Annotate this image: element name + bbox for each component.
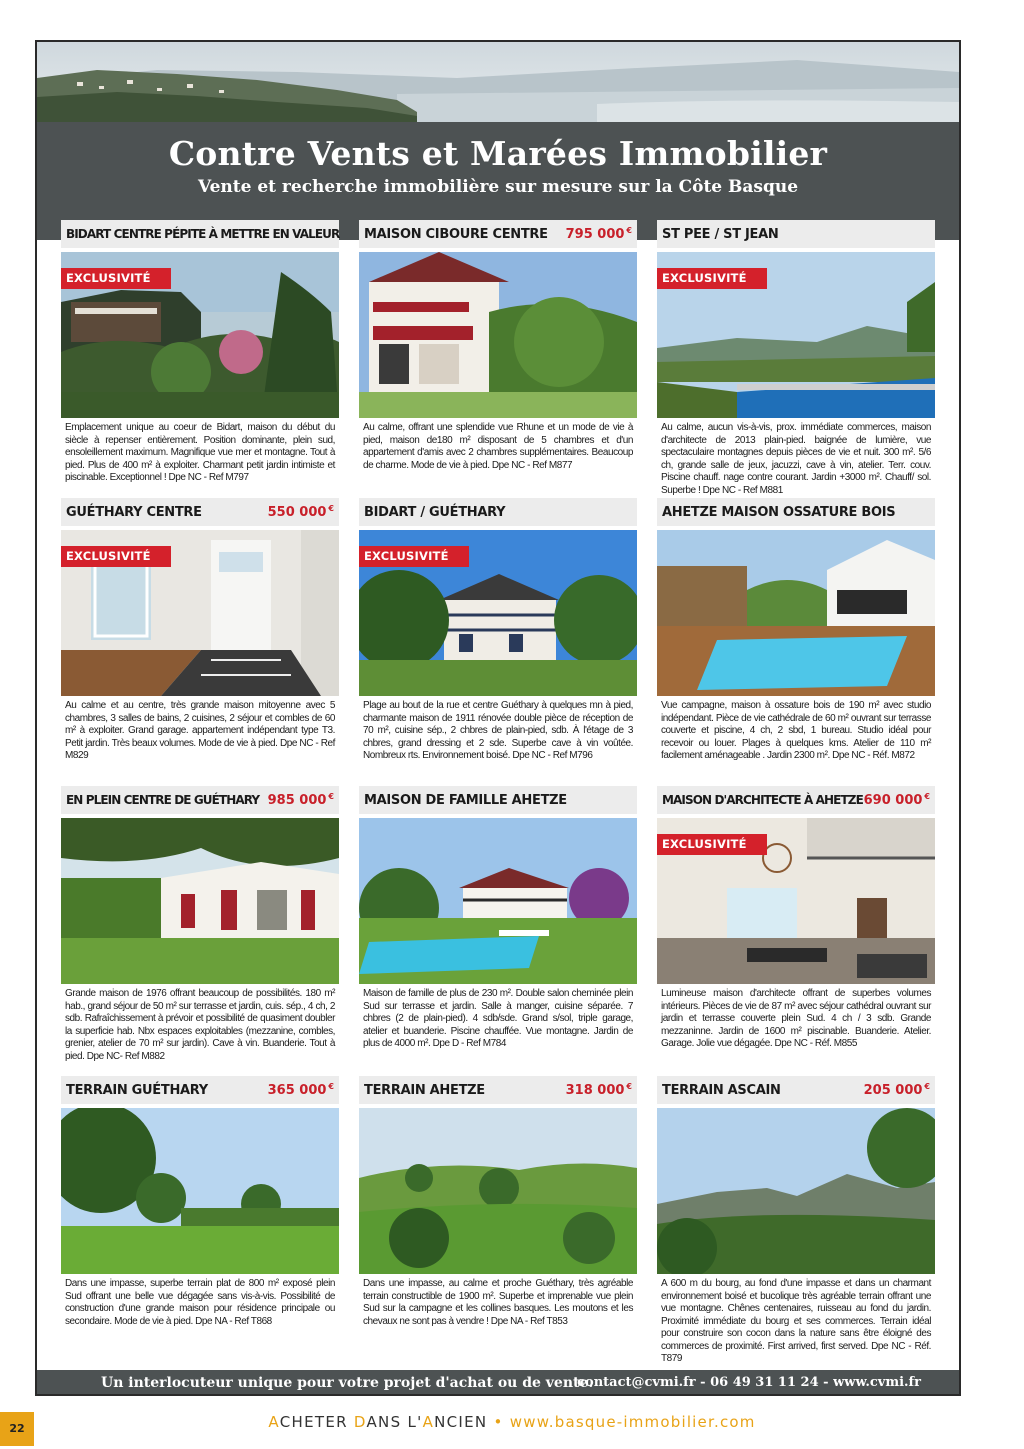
- listing-price: 795 000 €: [565, 226, 632, 242]
- listing-title: MAISON CIBOURE CENTRE: [364, 226, 548, 242]
- listing-title: ST PEE / ST JEAN: [662, 226, 779, 242]
- listing-card-maison-famille-ahetze[interactable]: [359, 786, 637, 1066]
- listing-price: 985 000 €: [267, 792, 334, 808]
- listing-title: MAISON D'ARCHITECTE À AHETZE: [662, 793, 863, 807]
- countryside-hills-photo: [359, 1108, 637, 1274]
- listing-description: Lumineuse maison d'architecte offrant de superbes volumes intérieurs. Pièces de vie de 87 m² avec séjour cathédral ouvrant sur jardin et terrasse couverte plein Sud. 4 ch / 3 sdb. Grande mezzaninne. Jardin de 1600 m² piscinable. Buanderie. Atelier. Garage. Jolie vue dégagée. Dpe NC - Réf. M855: [661, 988, 931, 1049]
- exclusivity-badge: EXCLUSIVITÉ: [61, 546, 171, 567]
- listing-description: Dans une impasse, au calme et proche Guéthary, très agréable terrain constructible de 1900 m². Superbe et imprenable vue plein Sud sur la campagne et les collines basques. Les moutons et les chevaux ne sont pas à vendre ! Dpe NA - Ref T853: [363, 1278, 633, 1327]
- timbered-villa-photo: [359, 530, 637, 696]
- page-frame: [35, 40, 961, 1396]
- listing-price: 690 000 €: [863, 792, 930, 808]
- listing-card-maison-ciboure[interactable]: [359, 220, 637, 500]
- listing-title: BIDART CENTRE PÉPITE À METTRE EN VALEUR: [66, 227, 340, 241]
- contact-slogan: Un interlocuteur unique pour votre projet d'achat ou de vente.: [101, 1375, 594, 1391]
- listing-card-bidart-centre[interactable]: [61, 220, 339, 500]
- listing-header: [359, 220, 637, 248]
- exclusivity-badge: EXCLUSIVITÉ: [657, 834, 767, 855]
- listing-price: 318 000 €: [565, 1082, 632, 1098]
- house-garden-sea-view-photo: [61, 252, 339, 418]
- listing-description: Au calme et au centre, très grande maison mitoyenne avec 5 chambres, 3 salles de bains, 2 cuisines, 2 séjour et combles de 60 m² à exploiter. Grand garage. appartement indépendant type T3. Petit jardin. Très beaux volumes. Mode de vie à pied. Dpe NC - Ref M829: [65, 700, 335, 761]
- listing-card-st-pee-st-jean[interactable]: [657, 220, 935, 500]
- listing-description: Grande maison de 1976 offrant beaucoup de possibilités. 180 m² hab., grand séjour de 50 m² sur terrasse et jardin, cuis. sép., 4 ch, 2 sdb. Rafraîchissement à prévoir et possibilité de quasiment doubler la superficie hab. Nbx espaces exploitables (mezzanine, combles, grenier, atelier de 70 m² sur jardin). Cave à vin. Buanderie. Tout à pied. Dpe NC- Ref M882: [65, 988, 335, 1062]
- contact-details[interactable]: contact@cvmi.fr - 06 49 31 11 24 - www.cvmi.fr: [577, 1375, 921, 1390]
- listing-title: GUÉTHARY CENTRE: [66, 504, 202, 520]
- mountain-woodland-photo: [657, 1108, 935, 1274]
- coastline-banner-image: [37, 42, 959, 122]
- listing-header: [359, 498, 637, 526]
- listing-description: Au calme, offrant une splendide vue Rhune et un mode de vie à pied, maison de180 m² disposant de 5 chambres et d'un appartement d'amis avec 2 chambres supplémentaires. Beaucoup de charme. Mode de vie à pied. Dpe NC - Ref M877: [363, 422, 633, 471]
- listing-title: TERRAIN ASCAIN: [662, 1082, 781, 1098]
- listing-card-guethary-centre[interactable]: [61, 498, 339, 778]
- listing-card-ahetze-ossature-bois[interactable]: [657, 498, 935, 778]
- house-red-shutters-lawn-photo: [61, 818, 339, 984]
- family-house-pool-photo: [359, 818, 637, 984]
- infinity-pool-mountain-view-photo: [657, 252, 935, 418]
- listing-header: [657, 220, 935, 248]
- contact-bar: [37, 1370, 959, 1396]
- listing-title: TERRAIN GUÉTHARY: [66, 1082, 208, 1098]
- listing-description: Emplacement unique au coeur de Bidart, maison du début du siècle à repenser entièrement. Position dominante, plein sud, ensoleillement maximum. Magnifique vue mer et montagne. Tout à pied. Plus de 400 m² à exploiter. Charmant petit jardin intimiste et piscinable. Exceptionnel ! Dpe NC - Ref M797: [65, 422, 335, 483]
- interior-wooden-floor-photo: [61, 530, 339, 696]
- listing-header: [61, 1076, 339, 1104]
- listing-card-bidart-guethary[interactable]: [359, 498, 637, 778]
- listing-description: Dans une impasse, superbe terrain plat de 800 m² exposé plein Sud offrant une belle vue dégagée sans vis-à-vis. Possibilité de construction d'une grande maison pour résidence principale ou secondaire. Mode de vie à pied. Dpe NA - Ref T868: [65, 1278, 335, 1327]
- listing-title: AHETZE MAISON OSSATURE BOIS: [662, 504, 896, 520]
- listing-description: A 600 m du bourg, au fond d'une impasse et dans un charmant environnement boisé et bucolique très agréable terrain offrant une vue montagne. Chênes centenaires, ruisseau au fond du jardin. Proximité immédiate du bourg et ses commerces. Terrain idéal pour construire son cocon dans la nature sans être éloigné des commerces de proximité. First arrived, first served. Dpe NC - Réf. T879: [661, 1278, 931, 1364]
- listing-price: 365 000 €: [267, 1082, 334, 1098]
- listing-header: [657, 498, 935, 526]
- exclusivity-badge: EXCLUSIVITÉ: [61, 268, 171, 289]
- page-number: 22: [0, 1412, 34, 1446]
- magazine-tagline: ACHETER DANS L'ANCIEN • www.basque-immobilier.com: [268, 1413, 756, 1431]
- listing-header: [61, 220, 339, 248]
- listing-description: Vue campagne, maison à ossature bois de 190 m² avec studio indépendant. Pièce de vie cathédrale de 60 m² ouvrant sur terrasse couverte et piscine, 4 ch, 2 sbd, 1 bureau. Studio idéal pour recevoir ou louer. Plages à quelques kms. Atelier de 110 m² facilement aménageable . Jardin 2300 m². Dpe NC - Réf. M872: [661, 700, 931, 761]
- listing-header: [61, 498, 339, 526]
- listing-description: Maison de famille de plus de 230 m². Double salon cheminée plein Sud sur terrasse et jardin. Salle à manger, cuisine séparée. 7 chbres (2 de plain-pied). 4 sdb/sde. Grand s/sol, triple garage, atelier et buanderie. Piscine chauffée. Vue montagne. Jardin de plus de 4000 m². Dpe D - Ref M784: [363, 988, 633, 1049]
- listing-description: Plage au bout de la rue et centre Guéthary à quelques mn à pied, charmante maison de 1911 rénovée double pièce de réception de 70 m², cuisine sép., 2 chbres de plain-pied, sdb. À l'étage de 3 chbres, grand dressing et 2 sde. Superbe cave à vin voûtée. Nombreux rts. Environnement boisé. Dpe NC - Ref M796: [363, 700, 633, 761]
- exclusivity-badge: EXCLUSIVITÉ: [359, 546, 469, 567]
- listing-card-plein-centre-guethary[interactable]: [61, 786, 339, 1066]
- agency-subtitle: Vente et recherche immobilière sur mesure sur la Côte Basque: [197, 177, 799, 197]
- listing-price: 205 000 €: [863, 1082, 930, 1098]
- basque-house-balcony-photo: [359, 252, 637, 418]
- listing-description: Au calme, aucun vis-à-vis, prox. immédiate commerces, maison d'architecte de 2013 plain-pied. baignée de lumière, vue spectaculaire montagnes depuis pièces de vie et nuit. 300 m². 5/6 ch, grande salle de jeux, jacuzzi, cave à vin, atelier. Terr. couv. Piscine chauff. nage contre courant. Jardin +3000 m². Chauff/ sol. Superbe ! Dpe NC - Ref M881: [661, 422, 931, 496]
- listing-price: 550 000 €: [267, 504, 334, 520]
- listing-card-terrain-guethary[interactable]: [61, 1076, 339, 1356]
- listing-card-maison-architecte-ahetze[interactable]: [657, 786, 935, 1066]
- listing-card-terrain-ascain[interactable]: [657, 1076, 935, 1364]
- listing-header: [61, 786, 339, 814]
- listing-header: [359, 786, 637, 814]
- cathedral-living-room-photo: [657, 818, 935, 984]
- listing-title: TERRAIN AHETZE: [364, 1082, 485, 1098]
- listing-header: [657, 786, 935, 814]
- listing-title: EN PLEIN CENTRE DE GUÉTHARY: [66, 793, 260, 807]
- listing-card-terrain-ahetze[interactable]: [359, 1076, 637, 1356]
- listing-title: MAISON DE FAMILLE AHETZE: [364, 792, 567, 808]
- flat-grass-plot-photo: [61, 1108, 339, 1274]
- listing-header: [657, 1076, 935, 1104]
- agency-title: Contre Vents et Marées Immobilier: [168, 134, 828, 173]
- listing-header: [359, 1076, 637, 1104]
- listing-title: BIDART / GUÉTHARY: [364, 504, 506, 520]
- wood-deck-pool-photo: [657, 530, 935, 696]
- magazine-website-link[interactable]: www.basque-immobilier.com: [509, 1413, 756, 1431]
- exclusivity-badge: EXCLUSIVITÉ: [657, 268, 767, 289]
